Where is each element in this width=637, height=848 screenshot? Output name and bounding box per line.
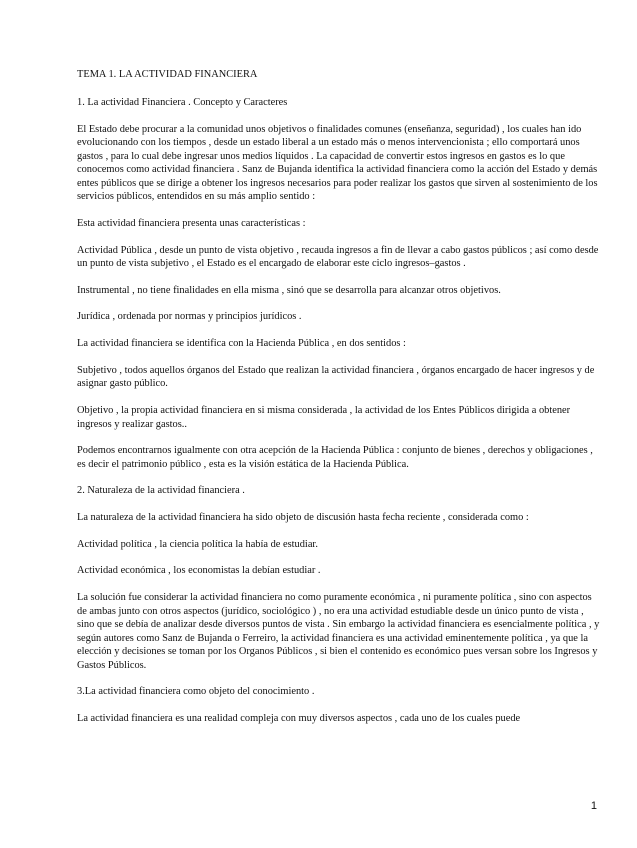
paragraph-objetivo: Objetivo , la propia actividad financiera en si misma considerada , la actividad de los Entes Públicos dirigida a obtener ingresos y realizar gastos.. <box>77 405 571 430</box>
paragraph-solucion: La solución fue considerar la actividad financiera no como puramente económica , ni puramente política , sino con aspectos de ambas junto con otros aspectos (jurídico, sociológico ) , no era una actividad estudiable desde un único punto de vista , sino que se debía de analizar desde diversos puntos de vista . Sin embargo la actividad financiera es esencialmente política , y según autores como Sanz de Bujanda o Ferreiro, la actividad financiera es una actividad eminentemente política , ya que la elección y decisiones se toman por los Organos Públicos , si bien el contenido es económico pues versan sobre los Ingresos y Gastos Públicos. <box>77 592 600 671</box>
paragraph-naturaleza: La naturaleza de la actividad financiera ha sido objeto de discusión hasta fecha reciente , considerada como : <box>77 512 529 524</box>
section-heading-1: 1. La actividad Financiera . Concepto y Caracteres <box>77 97 288 108</box>
section-heading-3: 3.La actividad financiera como objeto del conocimiento . <box>77 686 315 698</box>
paragraph-intro: El Estado debe procurar a la comunidad unos objetivos o finalidades comunes (enseñanza, seguridad) , los cuales han ido evolucionando con los tiempos , desde un estado liberal a un estado más o menos intervencionista ; ello comportará unos gastos , para lo cual debe ingresar unos medios líquidos . La capacidad de convertir estos ingresos en gastos es lo que conocemos como actividad financiera . Sanz de Bujanda identifica la actividad financiera como la acción del Estado y demás entes públicos que se dirige a obtener los ingresos necesarios para poder realizar los gastos que sirven al sostenimiento de los servicios públicos, entendidos en su más amplio sentido : <box>77 123 598 203</box>
paragraph-juridica: Jurídica , ordenada por normas y principios jurídicos . <box>77 311 302 323</box>
paragraph-acepcion: Podemos encontrarnos igualmente con otra acepción de la Hacienda Pública : conjunto de bienes , derechos y obligaciones , es decir el patrimonio público , esta es la visión estática de la Hacienda Pública. <box>77 445 593 470</box>
page-number: 1 <box>590 800 597 812</box>
paragraph-actividad-politica: Actividad política , la ciencia política la había de estudiar. <box>77 538 318 550</box>
paragraph-subjetivo: Subjetivo , todos aquellos órganos del Estado que realizan la actividad financiera , órganos encargado de hacer ingresos y de asignar gasto público. <box>77 364 595 390</box>
section-heading-2: 2. Naturaleza de la actividad financiera . <box>77 485 245 497</box>
paragraph-realidad-compleja: La actividad financiera es una realidad compleja con muy diversos aspectos , cada uno de los cuales puede <box>77 713 521 724</box>
document-title: TEMA 1. LA ACTIVIDAD FINANCIERA <box>77 69 258 80</box>
paragraph-characteristics-intro: Esta actividad financiera presenta unas características : <box>77 217 306 229</box>
document-page <box>77 68 602 739</box>
paragraph-public-activity: Actividad Pública , desde un punto de vista objetivo , recauda ingresos a fin de llevar a cabo gastos públicos ; así como desde un punto de vista subjetivo , el Estado es el encargado de elaborar este ciclo ingresos–gastos . <box>77 244 599 270</box>
paragraph-hacienda-publica: La actividad financiera se identifica con la Hacienda Pública , en dos sentidos : <box>77 338 406 350</box>
paragraph-actividad-economica: Actividad económica , los economistas la debían estudiar . <box>77 565 321 577</box>
paragraph-instrumental: Instrumental , no tiene finalidades en ella misma , sinó que se desarrolla para alcanzar otros objetivos. <box>77 284 501 296</box>
